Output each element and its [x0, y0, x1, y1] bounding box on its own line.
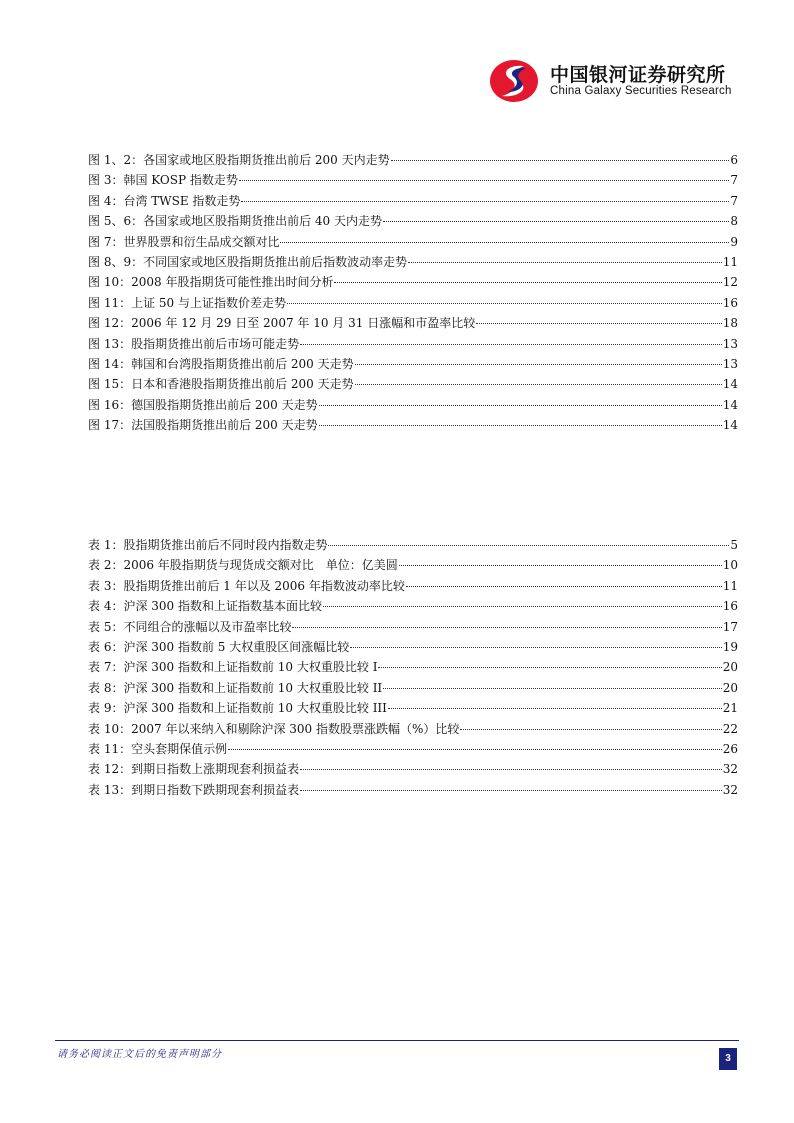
toc-entry-title: 表 6：沪深 300 指数前 5 大权重股区间涨幅比较: [88, 639, 350, 654]
toc-entry-title: 图 14：韩国和台湾股指期货推出前后 200 天走势: [88, 356, 354, 371]
toc-entry[interactable]: [88, 395, 738, 415]
toc-entry-title: 图 1、2：各国家或地区股指期货推出前后 200 天内走势: [88, 153, 390, 167]
leader-dots: [241, 201, 729, 202]
leader-dots: [319, 425, 722, 426]
leader-dots: [300, 769, 722, 770]
toc-entry[interactable]: [88, 415, 738, 435]
leader-dots: [350, 647, 721, 648]
leader-dots: [406, 586, 722, 587]
leader-dots: [378, 667, 721, 668]
org-name-en: China Galaxy Securities Research: [550, 85, 732, 97]
toc-entry-title: 表 11：空头套期保值示例: [88, 741, 228, 756]
toc-entry[interactable]: [88, 293, 738, 313]
toc-entry[interactable]: [88, 150, 738, 170]
toc-entry[interactable]: [88, 637, 738, 657]
toc-entry-page: 26: [722, 741, 738, 756]
toc-entry[interactable]: [88, 170, 738, 190]
toc-entry-page: 20: [722, 680, 738, 695]
header-logo: [488, 58, 748, 106]
toc-entry-page: 17: [722, 619, 738, 634]
toc-entry-title: 表 8：沪深 300 指数和上证指数前 10 大权重股比较 II: [88, 680, 383, 695]
toc-entry[interactable]: [88, 252, 738, 272]
toc-entry[interactable]: [88, 596, 738, 616]
leader-dots: [399, 565, 722, 566]
toc-entry-title: 表 3：股指期货推出前后 1 年以及 2006 年指数波动率比较: [88, 578, 405, 593]
toc-entry-title: 表 5：不同组合的涨幅以及市盈率比较: [88, 619, 292, 634]
leader-dots: [355, 364, 722, 365]
toc-entry-title: 表 1：股指期货推出前后不同时段内指数走势: [88, 538, 328, 552]
toc-entry-title: 图 17：法国股指期货推出前后 200 天走势: [88, 418, 318, 433]
toc-entry[interactable]: [88, 272, 738, 292]
toc-entry[interactable]: [88, 354, 738, 374]
toc-entry-page: 8: [730, 214, 738, 229]
leader-dots: [388, 708, 722, 709]
toc-entry-page: 16: [722, 295, 738, 310]
toc-entry[interactable]: [88, 617, 738, 637]
toc-entry[interactable]: [88, 576, 738, 596]
figure-list: [88, 150, 738, 435]
toc-entry-title: 表 2：2006 年股指期货与现货成交额对比 单位：亿美圆: [88, 558, 398, 573]
toc-entry-page: 7: [730, 193, 738, 208]
toc-entry-page: 12: [722, 275, 738, 290]
toc-entry-page: 21: [722, 701, 738, 716]
toc-entry[interactable]: [88, 719, 738, 739]
toc-entry-page: 11: [722, 254, 738, 269]
leader-dots: [323, 606, 722, 607]
toc-entry-title: 表 7：沪深 300 指数和上证指数前 10 大权重股比较 I: [88, 660, 378, 675]
toc-entry-title: 表 13：到期日指数下跌期现套利损益表: [88, 782, 300, 797]
toc-entry-title: 表 4：沪深 300 指数和上证指数基本面比较: [88, 599, 322, 614]
toc-entry-title: 表 12：到期日指数上涨期现套利损益表: [88, 762, 300, 777]
toc-entry[interactable]: [88, 657, 738, 677]
toc-entry-page: 20: [722, 660, 738, 675]
toc-entry[interactable]: [88, 780, 738, 800]
toc-entry-title: 图 11：上证 50 与上证指数价差走势: [88, 295, 286, 310]
toc-entry-title: 图 13：股指期货推出前后市场可能走势: [88, 336, 300, 351]
toc-entry-page: 16: [722, 599, 738, 614]
footer-disclaimer: 请务必阅读正文后的免责声明部分: [57, 1049, 222, 1060]
toc-entry[interactable]: [88, 759, 738, 779]
footer-divider: [55, 1040, 739, 1041]
toc-entry-page: 11: [722, 578, 738, 593]
toc-entry[interactable]: [88, 211, 738, 231]
leader-dots: [328, 545, 729, 546]
toc-entry-page: 19: [722, 639, 738, 654]
leader-dots: [300, 790, 722, 791]
toc-entry-title: 图 10：2008 年股指期货可能性推出时间分析: [88, 275, 334, 290]
leader-dots: [280, 242, 729, 243]
toc-entry[interactable]: [88, 555, 738, 575]
toc-entry-page: 13: [722, 336, 738, 351]
leader-dots: [292, 627, 721, 628]
toc-entry-title: 图 8、9：不同国家或地区股指期货推出前后指数波动率走势: [88, 254, 408, 269]
toc-entry[interactable]: [88, 678, 738, 698]
toc-entry-page: 7: [730, 173, 738, 188]
leader-dots: [355, 384, 722, 385]
leader-dots: [319, 405, 722, 406]
table-list: [88, 535, 738, 800]
toc-entry[interactable]: [88, 535, 738, 555]
leader-dots: [383, 688, 722, 689]
toc-entry-title: 表 9：沪深 300 指数和上证指数前 10 大权重股比较 III: [88, 701, 387, 716]
toc-entry-title: 图 16：德国股指期货推出前后 200 天走势: [88, 397, 318, 412]
galaxy-logo-icon: [488, 58, 540, 104]
toc-entry-page: 5: [730, 538, 738, 552]
leader-dots: [228, 749, 722, 750]
leader-dots: [334, 282, 721, 283]
toc-entry-page: 10: [722, 558, 738, 573]
toc-entry-page: 9: [730, 234, 738, 249]
toc-entry-page: 32: [722, 762, 738, 777]
toc-entry-title: 图 7：世界股票和衍生品成交额对比: [88, 234, 280, 249]
toc-entry-page: 22: [722, 721, 738, 736]
toc-entry[interactable]: [88, 374, 738, 394]
toc-entry-page: 32: [722, 782, 738, 797]
page-number: 3: [719, 1048, 737, 1070]
toc-entry[interactable]: [88, 232, 738, 252]
toc-entry-title: 图 15：日本和香港股指期货推出前后 200 天走势: [88, 377, 354, 392]
leader-dots: [476, 323, 722, 324]
toc-entry-page: 14: [722, 418, 738, 433]
toc-entry-page: 14: [722, 397, 738, 412]
toc-entry-title: 图 3：韩国 KOSP 指数走势: [88, 173, 238, 188]
leader-dots: [408, 262, 722, 263]
toc-entry-page: 6: [730, 153, 738, 167]
toc-entry[interactable]: [88, 313, 738, 333]
toc-entry-title: 图 12：2006 年 12 月 29 日至 2007 年 10 月 31 日涨幅和市盈率比较: [88, 316, 476, 331]
toc-entry-page: 14: [722, 377, 738, 392]
toc-entry-page: 18: [722, 316, 738, 331]
toc-entry[interactable]: [88, 191, 738, 211]
toc-entry-title: 图 4：台湾 TWSE 指数走势: [88, 193, 241, 208]
toc-entry-page: 13: [722, 356, 738, 371]
leader-dots: [239, 180, 730, 181]
leader-dots: [391, 160, 730, 161]
leader-dots: [300, 344, 722, 345]
toc-entry[interactable]: [88, 698, 738, 718]
org-name-cn: 中国银河证券研究所: [550, 64, 726, 86]
leader-dots: [460, 729, 721, 730]
leader-dots: [287, 303, 722, 304]
toc-entry-title: 图 5、6：各国家或地区股指期货推出前后 40 天内走势: [88, 214, 382, 229]
toc-entry-title: 表 10：2007 年以来纳入和剔除沪深 300 指数股票涨跌幅（%）比较: [88, 721, 460, 736]
toc-entry[interactable]: [88, 334, 738, 354]
leader-dots: [383, 221, 729, 222]
toc-entry[interactable]: [88, 739, 738, 759]
